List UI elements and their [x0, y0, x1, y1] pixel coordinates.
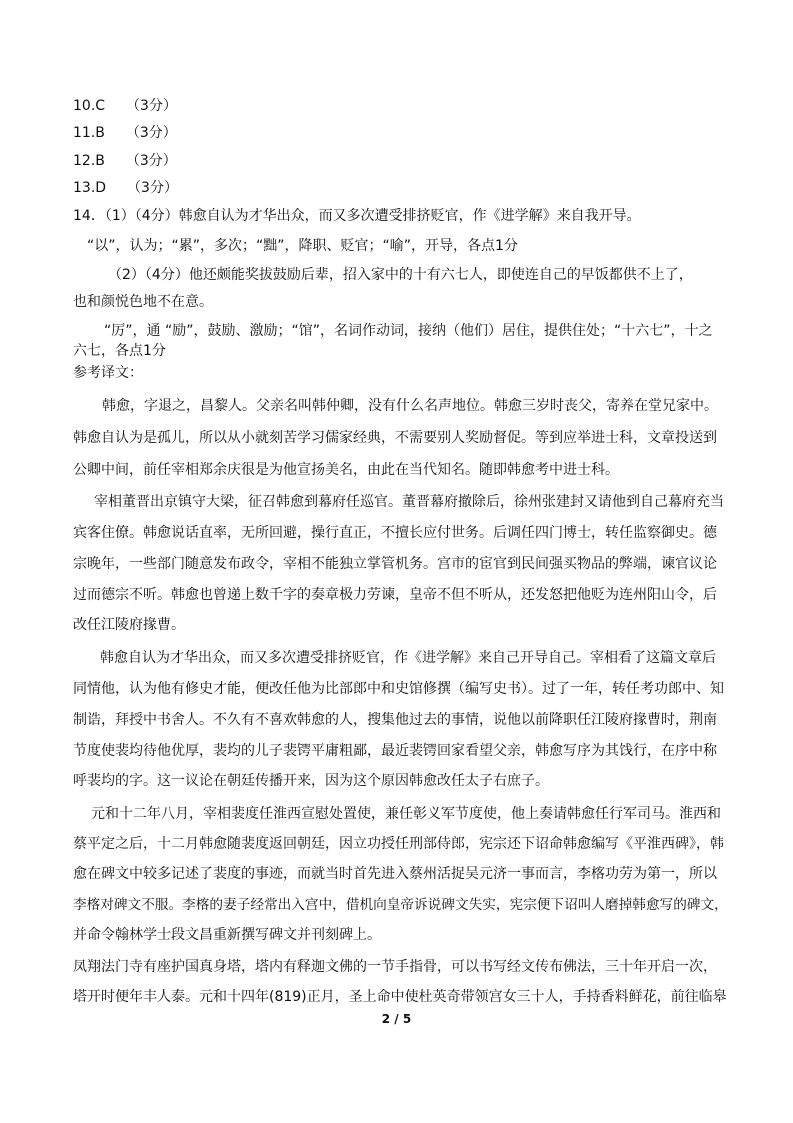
q14-part1: 14．（1）（4分）韩愈自认为才华出众，而又多次遭受排挤贬官，作《进学解》来自我开导。	[73, 208, 641, 224]
translation-line: 过而德宗不听。韩愈也曾递上数千字的奏章极力劳谏，皇帝不但不听从，还发怒把他贬为连州阳山令，后	[73, 587, 717, 603]
translation-line: 塔开时便年丰人泰。元和十四年(819)正月，圣上命中使杜英奇带领宫女三十人，手持香料鲜花，前往临皋	[73, 989, 727, 1005]
q14-part2-cont: 也和颜悦色地不在意。	[73, 294, 213, 310]
translation-line: 宾客住僚。韩愈说话直率，无所回避，操行直正，不擅长应付世务。后调任四门博士，转任监察御史。德	[73, 525, 717, 541]
answer-11: 11.B （3分）	[73, 125, 177, 141]
answer-13: 13.D （3分）	[73, 180, 178, 196]
translation-line: 凤翔法门寺有座护国真身塔，塔内有释迦文佛的一节手指骨，可以书写经文传布佛法，三十年开启一次，	[73, 959, 717, 975]
q14-part2-scoring-cont: 六七，各点1分	[73, 343, 166, 359]
translation-line: 呼裴均的字。这一议论在朝廷传播开来，因为这个原因韩愈改任太子右庶子。	[73, 773, 549, 789]
answer-12: 12.B （3分）	[73, 153, 177, 169]
translation-line: 同情他，认为他有修史才能，便改任他为比部郎中和史馆修撰（编写史书）。过了一年，转任考功郎中、知	[73, 681, 724, 697]
q14-part1-scoring: “以”，认为；“累”，多次；“黜”，降职、贬官；“喻”，开导，各点1分	[87, 238, 518, 254]
translation-line: 宰相董晋出京镇守大梁，征召韩愈到幕府任巡官。董晋幕府撤除后，徐州张建封又请他到自己幕府充当	[94, 494, 724, 510]
answer-10: 10.C （3分）	[73, 98, 177, 114]
translation-line: 并命令翰林学士段文昌重新撰写碑文并刊刻碑上。	[73, 927, 381, 943]
translation-line: 韩愈自认为是孤儿，所以从小就刻苦学习儒家经典，不需要别人奖励督促。等到应举进士科，文章投送到	[73, 430, 717, 446]
translation-line: 蔡平定之后，十二月韩愈随裴度返回朝廷，因立功授任刑部侍郎，宪宗还下诏命韩愈编写《平淮西碑》，韩	[73, 836, 724, 852]
translation-line: 韩愈，字退之，昌黎人。父亲名叫韩仲卿，没有什么名声地位。韩愈三岁时丧父，寄养在堂兄家中。	[102, 398, 718, 414]
translation-line: 制诰，拜授中书舍人。不久有不喜欢韩愈的人，搜集他过去的事情，说他以前降职任江陵府掾曹时，荆南	[73, 712, 717, 728]
translation-line: 愈在碑文中较多记述了裴度的事迹，而就当时首先进入蔡州活捉吴元济一事而言，李楁功劳为第一，所以	[73, 866, 717, 882]
translation-line: 节度使裴均待他优厚，裴均的儿子裴锷平庸粗鄙，最近裴锷回家看望父亲，韩愈写序为其饯行，在序中称	[73, 743, 717, 759]
reference-translation-title: 参考译文：	[73, 365, 143, 381]
page-number: 2 / 5	[381, 1012, 412, 1026]
translation-line: 李楁对碑文不服。李楁的妻子经常出入宫中，借机向皇帝诉说碑文失实，宪宗便下诏叫人磨掉韩愈写的碑文，	[73, 897, 728, 913]
q14-part2: （2）（4分）他还颇能奖拔鼓励后辈，招入家中的十有六七人，即使连自己的早饭都供不上了，	[108, 267, 693, 283]
translation-line: 元和十二年八月，宰相裴度任淮西宣慰处置使，兼任彰义军节度使，他上奏请韩愈任行军司马。淮西和	[91, 806, 721, 822]
q14-part2-scoring: “厉”，通 “励”，鼓励、激励；“馆”，名词作动词，接纳（他们）居住，提供住处；“十六七”，十之	[104, 323, 713, 339]
translation-line: 公卿中间，前任宰相郑余庆很是为他宣扬美名，由此在当代知名。随即韩愈考中进士科。	[73, 462, 619, 478]
translation-line: 宗晚年，一些部门随意发布政令，宰相不能独立掌管机务。宫市的宦官到民间强买物品的弊端，谏官议论	[73, 556, 717, 572]
translation-line: 韩愈自认为才华出众，而又多次遭受排挤贬官，作《进学解》来自己开导自己。宰相看了这篇文章后	[100, 650, 716, 666]
translation-line: 改任江陵府掾曹。	[73, 617, 185, 633]
